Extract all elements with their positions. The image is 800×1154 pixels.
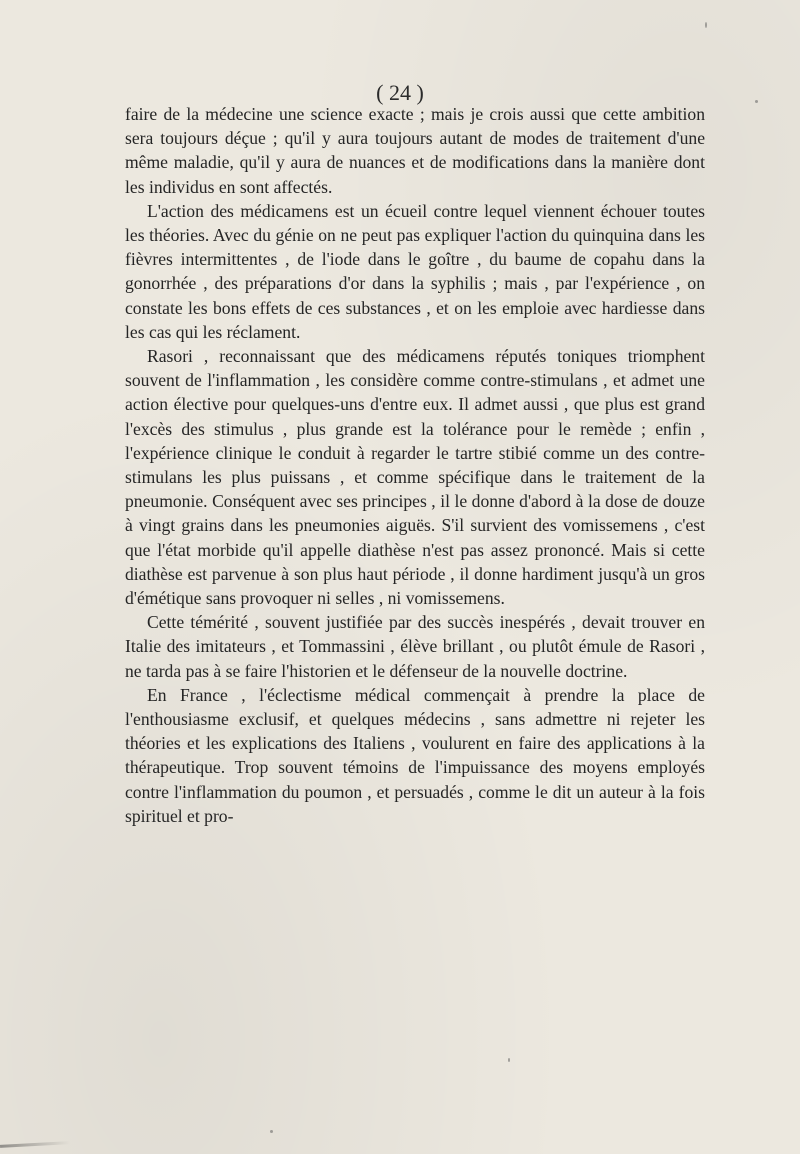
paper-speck bbox=[755, 100, 758, 103]
paper-speck bbox=[270, 1130, 273, 1133]
paper-speck bbox=[508, 1058, 510, 1062]
paragraph-4: Cette témérité , souvent justifiée par des succès inespérés , devait trouver en Italie des imitateurs , et Tommassini , élève brillant , ou plutôt émule de Rasori , ne tarda pas à se faire l'historien et le défenseur de la nouvelle doctrine. bbox=[125, 612, 705, 681]
paragraph-3: Rasori , reconnaissant que des médicamens réputés toniques triomphent souvent de l'inflammation , les considère comme contre-stimulans , et admet une action élective pour quelques-uns d'entre eux. Il admet aussi , que plus est grand l'excès des stimulus , plus grande est la tolérance pour le remède ; enfin , l'expérience clinique le conduit à regarder le tartre stibié comme un des contre-stimulans les plus puissans , et comme spécifique dans le traitement de la pneumonie. Conséquent avec ses principes , il le donne d'abord à la dose de douze à vingt grains dans les pneumonies aiguës. S'il survient des vomissemens , c'est que l'état morbide qu'il appelle diathèse n'est pas assez prononcé. Mais si cette diathèse est parvenue à son plus haut période , il donne hardiment jusqu'à un gros d'émétique sans provoquer ni selles , ni vomissemens. bbox=[125, 346, 705, 609]
paper-speck bbox=[705, 22, 707, 28]
body-text bbox=[125, 102, 705, 828]
paragraph-1: faire de la médecine une science exacte ; mais je crois aussi que cette ambition sera toujours déçue ; qu'il y aura toujours autant de modes de traitement d'une même maladie, qu'il y aura de nuances et de modifications dans la manière dont les individus en sont affectés. bbox=[125, 104, 705, 197]
page-number: ( 24 ) bbox=[376, 80, 424, 105]
paper-edge-mark bbox=[0, 1141, 70, 1148]
paragraph-2: L'action des médicamens est un écueil contre lequel viennent échouer toutes les théories. Avec du génie on ne peut pas expliquer l'action du quinquina dans les fièvres intermittentes , de l'iode dans le goître , du baume de copahu dans la gonorrhée , des préparations d'or dans la syphilis ; mais , par l'expérience , on constate les bons effets de ces substances , et on les emploie avec hardiesse dans les cas qui les réclament. bbox=[125, 200, 705, 342]
paragraph-5: En France , l'éclectisme médical commençait à prendre la place de l'enthousiasme exclusif, et quelques médecins , sans admettre ni rejeter les théories et les explications des Italiens , voulurent en faire des applications à la thérapeutique. Trop souvent témoins de l'impuissance des moyens employés contre l'inflammation du poumon , et persuadés , comme le dit un auteur à la fois spirituel et pro- bbox=[125, 684, 705, 826]
